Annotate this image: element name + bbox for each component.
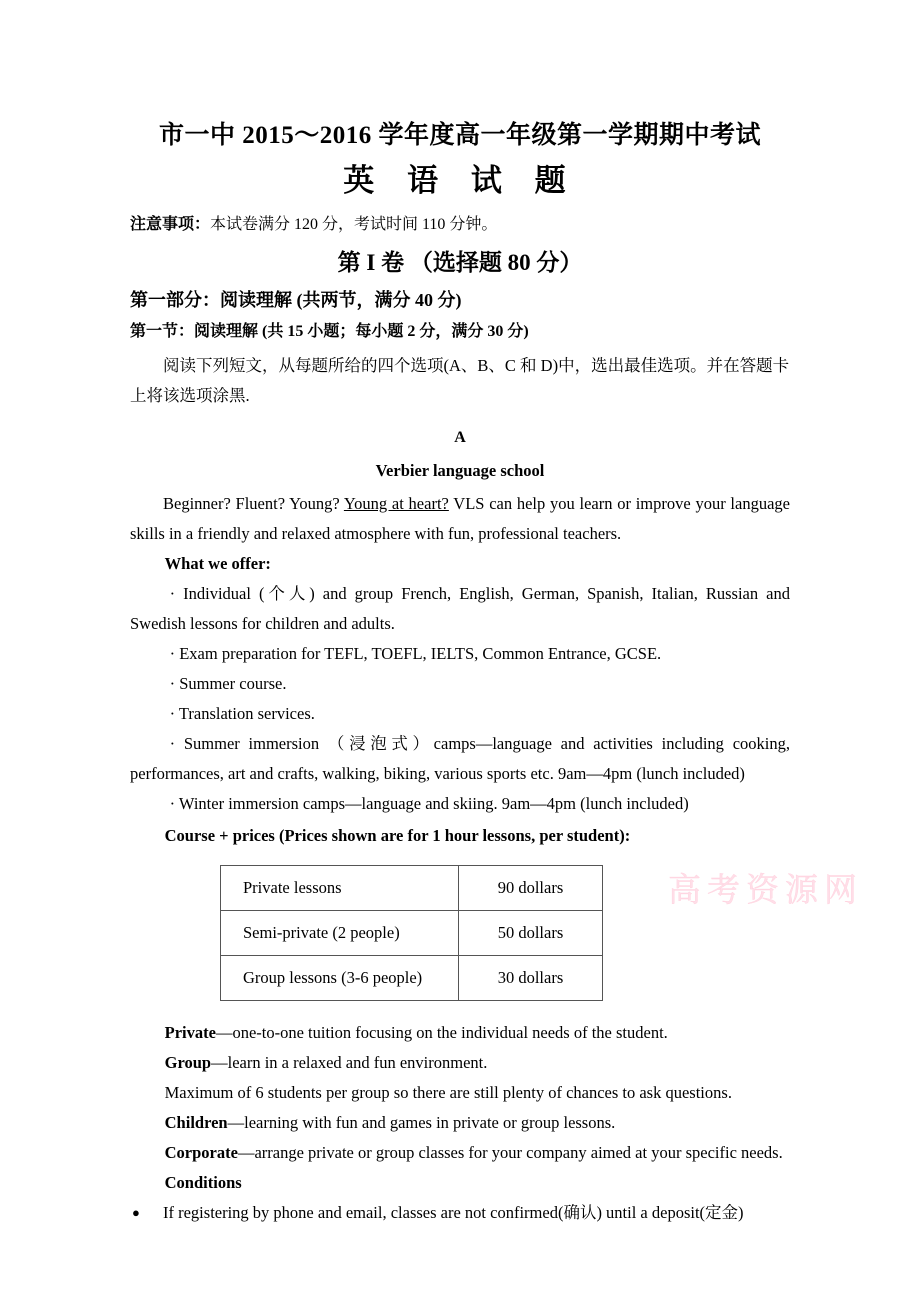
page-title: 市一中 2015～2016 学年度高一年级第一学期期中考试 [158, 122, 761, 149]
definition-group-note [130, 1078, 790, 1108]
part-one-heading: 第一部分：阅读理解 (共两节，满分 40 分) [130, 290, 462, 310]
bullet-dot-icon: ● [132, 1205, 140, 1220]
passage-title: Verbier language school [375, 461, 545, 480]
table-row [221, 911, 603, 956]
conditions-item [130, 1198, 790, 1228]
definition-private [130, 1018, 790, 1048]
definition-term: Group [164, 1053, 212, 1072]
table-cell-price: 50 dollars [459, 911, 603, 956]
conditions-item-text: If registering by phone and email, classes are not confirmed(确认) until a deposit(定金) [163, 1203, 744, 1222]
notice-line [130, 201, 790, 237]
table-cell-course: Group lessons (3-6 people) [221, 956, 459, 1001]
offer-item: · Summer immersion （浸泡式）camps—language and activities including cooking, performances, art and crafts, walking, biking, various sports etc. 9am—4pm (lunch included) [130, 734, 790, 783]
notice-label: 注意事项： [130, 216, 211, 233]
definition-children [130, 1108, 790, 1138]
definition-text: arrange private or group classes for your company aimed at your specific needs. [254, 1143, 783, 1162]
price-table [220, 865, 603, 1001]
definition-text: Maximum of 6 students per group so there are still plenty of chances to ask questions. [164, 1083, 732, 1102]
definition-term: Private [164, 1023, 216, 1042]
definitions-list [130, 1001, 790, 1168]
table-cell-price: 90 dollars [459, 866, 603, 911]
table-row [221, 956, 603, 1001]
definition-dash: — [215, 1023, 233, 1042]
offer-heading: What we offer: [164, 554, 271, 573]
intro-paragraph [130, 485, 790, 549]
section-one-heading: 第一节：阅读理解 (共 15 小题；每小题 2 分，满分 30 分) [130, 323, 529, 340]
offer-item: · Translation services. [169, 704, 315, 723]
intro-text-underlined: Young at heart? [343, 494, 449, 513]
definition-group [130, 1048, 790, 1078]
definition-term: Children [164, 1113, 228, 1132]
table-cell-price: 30 dollars [459, 956, 603, 1001]
definition-term: Corporate [164, 1143, 238, 1162]
course-prices-heading: Course + prices (Prices shown are for 1 hour lessons, per student): [164, 826, 631, 845]
offer-item: · Exam preparation for TEFL, TOEFL, IELTS, Common Entrance, GCSE. [169, 644, 662, 663]
definition-text: learn in a relaxed and fun environment. [227, 1053, 488, 1072]
offer-item: · Individual (个人) and group French, English, German, Spanish, Italian, Russian and Swedish lessons for children and adults. [130, 584, 790, 633]
notice-text: 本试卷满分 120 分，考试时间 110 分钟。 [210, 216, 498, 233]
definition-dash: — [227, 1113, 245, 1132]
instructions-line-2: 上将该选项涂黑. [130, 386, 250, 405]
watermark-text: 高考资源网 [668, 870, 863, 909]
definition-dash: — [211, 1053, 228, 1072]
definition-text: learning with fun and games in private or group lessons. [244, 1113, 616, 1132]
definition-text: one-to-one tuition focusing on the individual needs of the student. [232, 1023, 668, 1042]
definition-dash: — [237, 1143, 255, 1162]
intro-text-after: VLS can help you learn or improve your language skills in a friendly and relaxed atmosphere with fun, professional teachers. [130, 494, 790, 543]
volume-heading: 第 I 卷 （选择题 80 分） [337, 250, 583, 275]
instructions-line-1: 阅读下列短文，从每题所给的四个选项(A、B、C 和 D)中，选出最佳选项。并在答题卡 [163, 356, 790, 375]
definition-corporate [130, 1138, 790, 1168]
document-content [130, 0, 790, 1228]
passage-letter: A [454, 429, 466, 446]
table-cell-course: Private lessons [221, 866, 459, 911]
offer-item: · Winter immersion camps—language and skiing. 9am—4pm (lunch included) [169, 794, 689, 813]
intro-text-before: Beginner? Fluent? Young? [163, 494, 344, 513]
subject-title: 英 语 试 题 [343, 163, 577, 199]
offer-item: · Summer course. [169, 674, 287, 693]
conditions-heading: Conditions [164, 1173, 242, 1192]
table-row [221, 866, 603, 911]
table-cell-course: Semi-private (2 people) [221, 911, 459, 956]
